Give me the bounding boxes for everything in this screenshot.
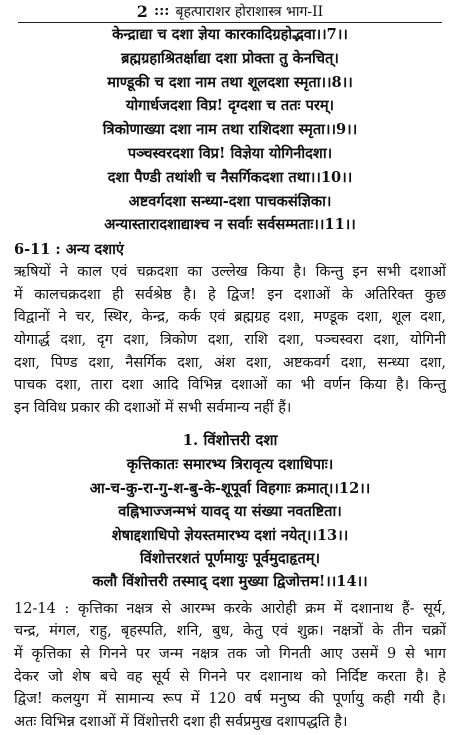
verse-line: विंशोत्तरशतं पूर्णमायुः पूर्वमुदाहृतम्। [139, 549, 321, 567]
verse-line: कृत्तिकातः समारभ्य त्रिरावृत्य दशाधिपाः। [126, 456, 334, 474]
verse-line: पञ्चस्वरदशा विप्र! विज्ञेया योगिनीदशा। [127, 144, 333, 162]
paragraph-line: देकर जो शेष बचे वह सूर्य से गिनने पर दशानाथ को निर्दिष्ट करता है। हे [14, 668, 446, 685]
paragraph-line: योगार्द्ध दशा, दृग दशा, त्रिकोण दशा, राशि दशा, पञ्चस्वरा दशा, योगिनी [14, 331, 446, 348]
running-title: बृहत्पाराशर होराशास्त्र भाग-II [175, 3, 324, 20]
subsection-title: 1. विंशोत्तरी दशा [182, 431, 278, 450]
paragraph-line: द्विज! कलयुग में सामान्य रूप में 120 वर्ष मनुष्य की पूर्णायु कही गयी है। [14, 691, 446, 708]
verse-line: त्रिकोणाख्या दशा नाम तथा राशिदशा स्मृता।।9।। [102, 121, 358, 139]
paragraph-line: 12-14 : कृत्तिका नक्षत्र से आरम्भ करके आरोही क्रम में दशानाथ हैं- सूर्य, [14, 600, 446, 617]
paragraph-line: चन्द्र, मंगल, राहु, बृहस्पति, शनि, बुध, केतु एवं शुक्र। नक्षत्रों के तीन चक्रों [14, 623, 446, 640]
paragraph-line: इन विविध प्रकार की दशाओं में सभी सर्वमान्य नहीं हैं। [14, 399, 292, 416]
verse-line: शेषाद्दशाधिपो ज्ञेयस्तमारभ्य दशां नयेत्।।13।। [111, 526, 349, 544]
verse-line: वह्निभाज्जन्मभं यावद् या संख्या नवतष्टिता। [118, 503, 342, 521]
verse-line: दशा पैण्डी तथांशी च नैसर्गिकदशा तथा।।10।। [107, 168, 353, 186]
verse-line: कलौ विंशोत्तरी तस्माद् दशा मुख्या द्विजोत्तम!।।14।। [92, 573, 368, 591]
commentary-paragraph-6-11 [14, 261, 446, 419]
verse-line: योगार्धजदशा विप्र! दृग्दशा च ततः परम्। [125, 97, 335, 115]
header-separator: ::: [153, 3, 170, 19]
sanskrit-verses-12-14 [14, 453, 446, 593]
verse-line: केन्द्राद्या च दशा ज्ञेया कारकादिग्रहोद्भवा।।7।। [112, 26, 348, 43]
paragraph-line: में कालचक्रदशा ही सर्वश्रेष्ठ है। हे द्विज! इन दशाओं के अतिरिक्त कुछ [14, 286, 446, 303]
sanskrit-verses-7-11 [14, 23, 446, 237]
verse-line: अष्टवर्गदशा सन्ध्या-दशा पाचकसंज्ञिका। [128, 192, 332, 210]
paragraph-line: दशा, पिण्ड दशा, नैसर्गिक दशा, अंश दशा, अष्टकवर्ग दशा, सन्ध्या दशा, [14, 354, 446, 371]
page-header [18, 0, 442, 23]
verse-line: ब्रह्मग्रहाश्रितर्क्षाद्या दशा प्रोक्ता तु केनचित्। [121, 49, 339, 67]
paragraph-line: ऋषियों ने काल एवं चक्रदशा का उल्लेख किया है। किन्तु इन सभी दशाओं [14, 264, 446, 281]
paragraph-line: में कृत्तिका से गिनने पर जन्म नक्षत्र तक जो गिनती आए उसमें 9 से भाग [14, 645, 446, 662]
paragraph-line: विद्वानों ने चर, स्थिर, केन्द्र, कर्क एवं ब्रह्मग्रह दशा, मण्डूक दशा, शूल दशा, [14, 309, 446, 326]
page-number: 2 [136, 1, 148, 21]
commentary-paragraph-12-14 [14, 598, 446, 734]
section-heading: 6-11 : अन्य दशाएं [14, 241, 124, 259]
paragraph-line: अतः विभिन्न दशाओं में विंशोत्तरी दशा ही सर्वप्रमुख दशापद्धति है। [14, 713, 348, 730]
verse-line: आ-च-कु-रा-गु-श-बु-के-शूपूर्वा विहगाः क्रमात्।।12।। [89, 479, 371, 497]
verse-line: अन्यास्तारादशाद्याश्च न सर्वाः सर्वसम्मताः।।11।। [104, 216, 356, 234]
verse-line: माण्डूकी च दशा नाम तथा शूलदशा स्मृता।।8।। [107, 73, 353, 91]
paragraph-line: पाचक दशा, तारा दशा आदि विभिन्न दशाओं का भी वर्णन किया है। किन्तु [14, 377, 446, 394]
